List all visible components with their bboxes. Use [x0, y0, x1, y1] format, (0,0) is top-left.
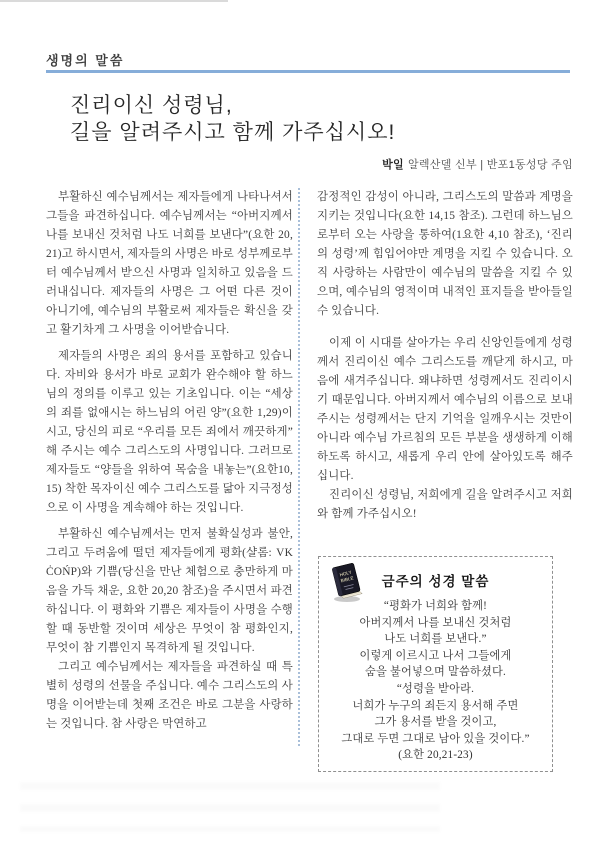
verse-line: 그가 용서를 받을 것이고,: [374, 716, 497, 729]
verse-line: 이렇게 이르시고 나서 그들에게: [359, 649, 512, 662]
verse-line: 나도 너희를 보낸다.”: [384, 633, 487, 646]
bible-book-icon: [330, 562, 364, 604]
author-name: 박일: [382, 159, 404, 171]
verse-line: 그대로 두면 그대로 남아 있을 것이다.”: [341, 732, 530, 745]
verse-line: “평화가 너희와 함께!: [383, 600, 488, 612]
column-left: [46, 188, 293, 734]
paragraph: 진리이신 성령님, 저희에게 길을 알려주시고 저희와 함께 가주십시오!: [317, 489, 573, 520]
header-rule: [46, 70, 570, 73]
verse-line: 숨을 불어넣으며 말씀하셨다.: [364, 666, 507, 679]
article-title-line2: 길을 알려주시고 함께 가주십시오!: [70, 121, 396, 144]
verse-box: [318, 556, 553, 772]
book-cover-text-line1: HOLY: [339, 569, 353, 578]
paragraph: 부활하신 예수님께서는 제자들에게 나타나셔서 그들을 파견하십니다. 예수님께서는 “아버지께서 나를 보내신 것처럼 나도 너희를 보낸다”(요한 20,21)고 하시면서, 제자들의 사명은 바로 성부께로부터 예수님께서 받으신 사명과 일치하고 있음을 드러내십니다. 제자들의 사명은 그 어떤 다른 것이 아니기에, 예수님의 부활로써 제자들은 확신을 갖고 활기차게 그 사명을 이어받습니다.: [46, 191, 293, 336]
paragraph: 감정적인 감성이 아니라, 그리스도의 말씀과 계명을 지키는 것입니다(요한 14,15 참조). 그런데 하느님으로부터 오는 사랑을 통하여(1요한 4,10 참조), ‘진리의 성령’께 힘입어야만 계명을 지킬 수 있습니다. 오직 사랑하는 사람만이 예수님의 말씀을 지킬 수 있으며, 예수님의 영적이며 내적인 표지들을 받아들일 수 있습니다.: [317, 191, 573, 317]
verse-line: “성령을 받아라.: [396, 682, 475, 695]
scan-artifact-line: [0, 0, 228, 2]
verse-line: (요한 20,21-23): [398, 749, 473, 762]
byline-detail: 알렉산델 신부 | 반포1동성당 주임: [407, 159, 573, 171]
book-cover-text-line2: BIBLE: [340, 575, 355, 584]
column-divider: [298, 188, 300, 746]
paragraph: 그리고 예수님께서는 제자들을 파견하실 때 특별히 성령의 선물을 주십니다. 예수 그리스도의 사명을 이어받는데 첫째 조건은 바로 그분을 사랑하는 것입니다. 참 사랑은 막연하고: [46, 661, 293, 730]
section-label: 생명의 말씀: [46, 53, 125, 68]
paragraph: 부활하신 예수님께서는 먼저 불확실성과 불안, 그리고 두려움에 떨던 제자들에게 평화(샬롬: VKĊOŃP)와 기쁨(당신을 만난 체험으로 충만하게 마음을 가득 채운, 요한 20,20 참조)을 주시면서 파견하십니다. 이 평화와 기쁨은 제자들이 사명을 수행할 때 동반할 것이며 세상은 무엇이 참 평화인지, 무엇이 참 기쁨인지 목격하게 될 것입니다.: [46, 528, 293, 654]
verse-line: 아버지께서 나를 보내신 것처럼: [359, 616, 512, 629]
byline: [382, 156, 573, 172]
column-right: [317, 188, 573, 524]
article-title-line1: 진리이신 성령님,: [70, 94, 233, 117]
page-bleed-artifact: [20, 782, 440, 832]
article-title: [70, 92, 395, 146]
verse-line: 너희가 누구의 죄든지 용서해 주면: [352, 699, 519, 712]
paragraph: 제자들의 사명은 죄의 용서를 포함하고 있습니다. 자비와 용서가 바로 교회가 완수해야 할 하느님의 정의를 이루고 있는 기초입니다. 이는 “세상의 죄를 없애시는 하느님의 어린 양”(요한 1,29)이시고, 당신의 피로 “우리를 모든 죄에서 깨끗하게” 해 주시는 예수 그리스도의 사명입니다. 그러므로 제자들도 “양들을 위하여 목숨을 내놓는”(요한10,15) 착한 목자이신 예수 그리스도를 닮아 지극정성으로 이 사명을 계속해야 하는 것입니다.: [46, 350, 293, 514]
verse-lines: [319, 598, 552, 764]
verse-box-title: 금주의 성경 말씀: [381, 574, 490, 589]
paragraph: 이제 이 시대를 살아가는 우리 신앙인들에게 성령께서 진리이신 예수 그리스도를 깨닫게 하시고, 마음에 새겨주십니다. 왜냐하면 성령께서도 진리이시기 때문입니다. 아버지께서 예수님의 이름으로 보내주시는 성령께서는 단지 기억을 일깨우시는 것만이 아니라 예수님 가르침의 모든 부분을 생생하게 이해하도록 하시고, 새롭게 우리 안에 살아있도록 해주십니다.: [317, 337, 573, 482]
